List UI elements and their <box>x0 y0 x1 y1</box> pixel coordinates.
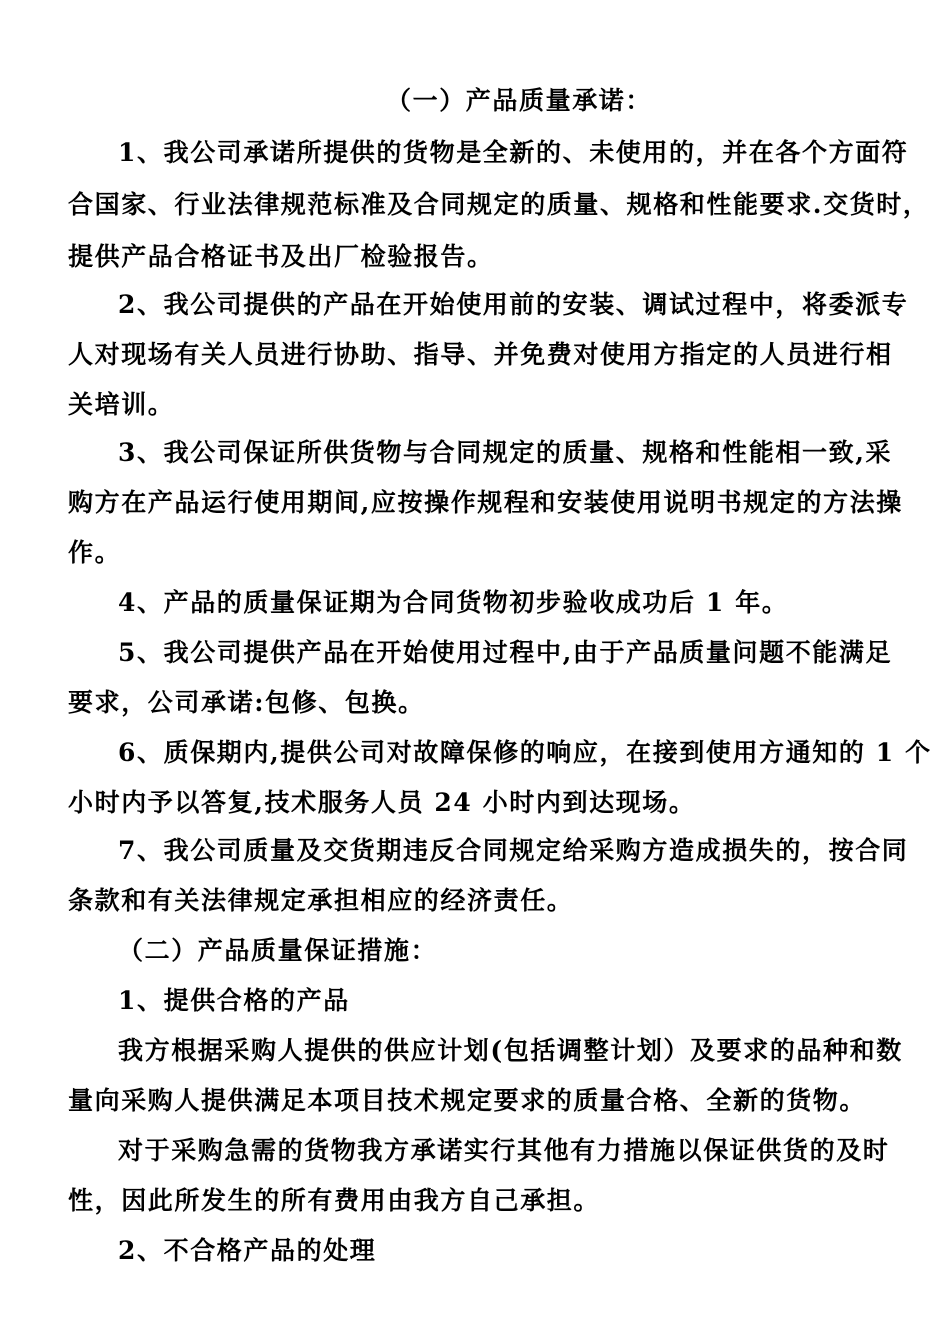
paragraph-line: 合国家、行业法律规范标准及合同规定的质量、规格和性能要求.交货时， <box>68 190 930 219</box>
section-heading-1: （一）产品质量承诺： <box>386 86 653 115</box>
paragraph-line: 人对现场有关人员进行协助、指导、并免费对使用方指定的人员进行相 <box>68 340 893 369</box>
paragraph-line: 我方根据采购人提供的供应计划(包括调整计划）及要求的品种和数 <box>118 1036 903 1065</box>
paragraph-line: 关培训。 <box>68 390 175 419</box>
paragraph-line: 5、我公司提供产品在开始使用过程中,由于产品质量问题不能满足 <box>118 638 893 667</box>
paragraph-line: 性，因此所发生的所有费用由我方自己承担。 <box>68 1186 601 1215</box>
paragraph-line: 提供产品合格证书及出厂检验报告。 <box>68 242 494 271</box>
subheading: 1、提供合格的产品 <box>118 986 350 1015</box>
paragraph-line: 3、我公司保证所供货物与合同规定的质量、规格和性能相一致,采 <box>118 438 893 467</box>
paragraph-line: 6、质保期内,提供公司对故障保修的响应，在接到使用方通知的 1 个 <box>118 738 932 767</box>
paragraph-line: 2、我公司提供的产品在开始使用前的安装、调试过程中，将委派专 <box>118 290 909 319</box>
paragraph-line: 购方在产品运行使用期间,应按操作规程和安装使用说明书规定的方法操 <box>68 488 903 517</box>
paragraph-line: 小时内予以答复,技术服务人员 24 小时内到达现场。 <box>68 788 696 817</box>
paragraph-line: 条款和有关法律规定承担相应的经济责任。 <box>68 886 574 915</box>
section-heading-2: （二）产品质量保证措施： <box>118 936 438 965</box>
paragraph-line: 对于采购急需的货物我方承诺实行其他有力措施以保证供货的及时 <box>118 1136 890 1165</box>
paragraph-line: 作。 <box>68 538 122 567</box>
paragraph-line: 7、我公司质量及交货期违反合同规定给采购方造成损失的，按合同 <box>118 836 909 865</box>
paragraph-line: 要求，公司承诺:包修、包换。 <box>68 688 425 717</box>
subheading: 2、不合格产品的处理 <box>118 1236 377 1265</box>
paragraph-line: 4、产品的质量保证期为合同货物初步验收成功后 1 年。 <box>118 588 789 617</box>
paragraph-line: 量向采购人提供满足本项目技术规定要求的质量合格、全新的货物。 <box>68 1086 867 1115</box>
paragraph-line: 1、我公司承诺所提供的货物是全新的、未使用的，并在各个方面符 <box>118 138 909 167</box>
